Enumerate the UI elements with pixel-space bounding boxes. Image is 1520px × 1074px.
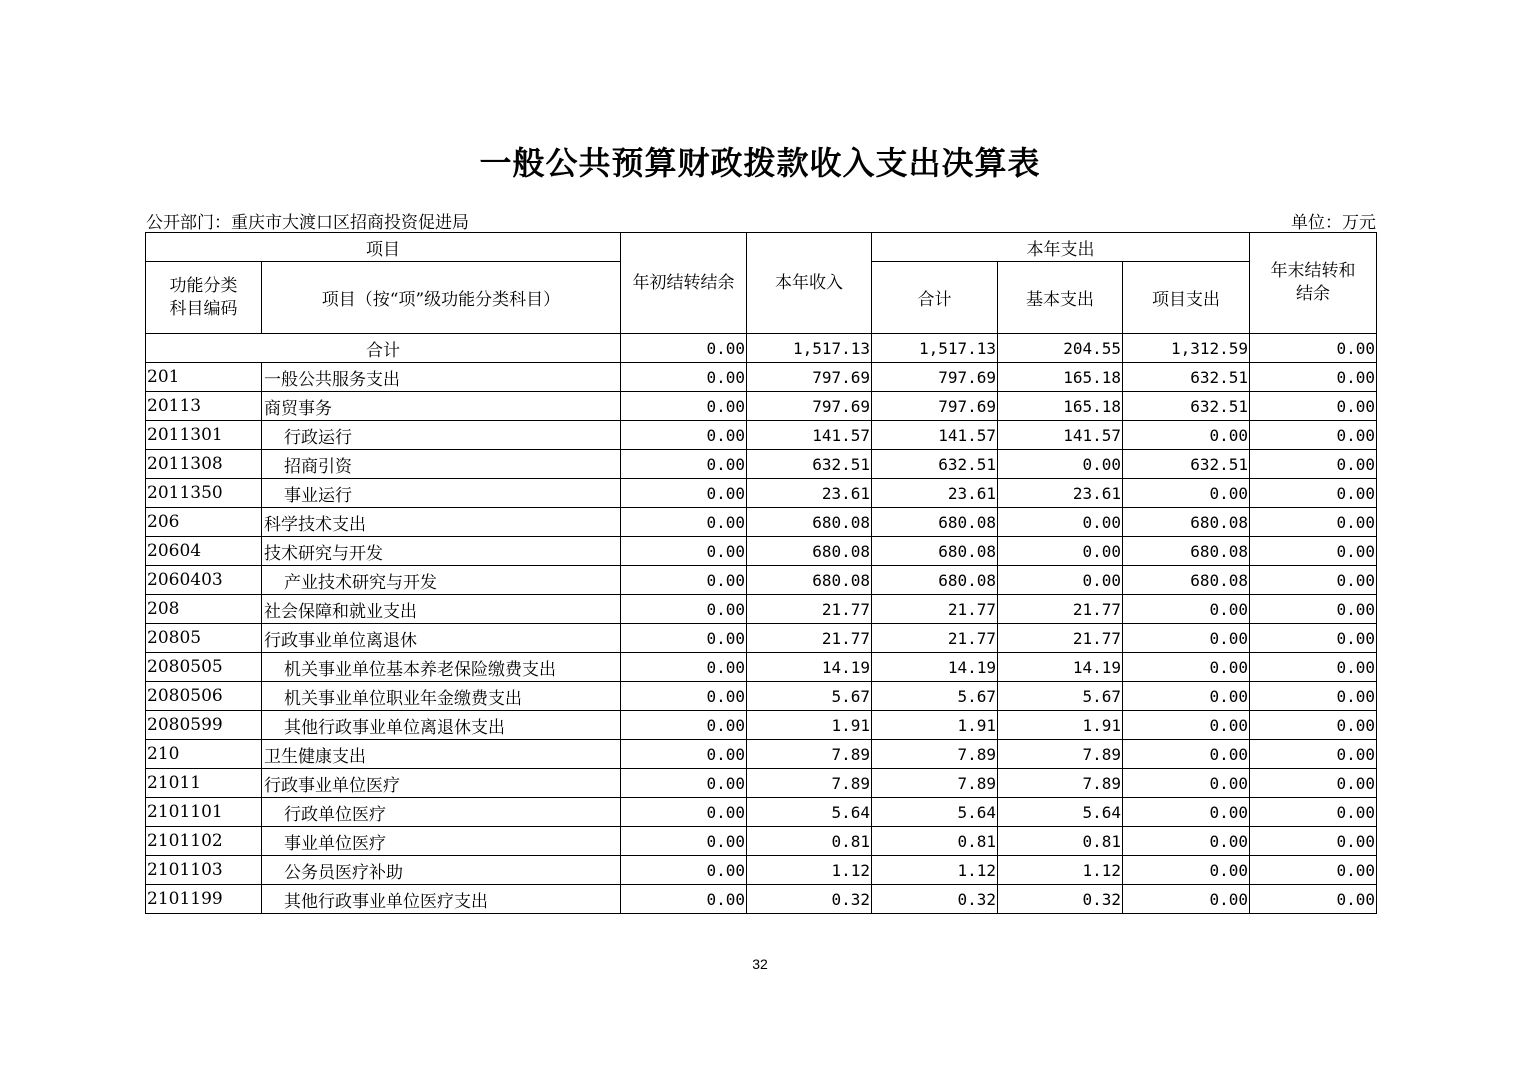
row-begin-balance: 0.00 — [621, 508, 747, 537]
row-expense-total: 7.89 — [872, 740, 998, 769]
row-code: 2080505 — [146, 653, 262, 682]
row-name: 其他行政事业单位医疗支出 — [262, 885, 621, 914]
row-basic: 1.91 — [998, 711, 1123, 740]
row-end-balance: 0.00 — [1250, 363, 1377, 392]
row-code: 20113 — [146, 392, 262, 421]
row-expense-total: 0.32 — [872, 885, 998, 914]
row-project-exp: 0.00 — [1123, 798, 1250, 827]
row-end-balance: 0.00 — [1250, 682, 1377, 711]
table-row — [146, 508, 1377, 537]
row-basic: 5.64 — [998, 798, 1123, 827]
row-end-balance: 0.00 — [1250, 421, 1377, 450]
row-expense-total: 680.08 — [872, 508, 998, 537]
header-row-1 — [146, 233, 1377, 262]
table-row — [146, 363, 1377, 392]
row-project-exp: 0.00 — [1123, 421, 1250, 450]
row-code: 20805 — [146, 624, 262, 653]
row-end-balance: 0.00 — [1250, 798, 1377, 827]
row-end-balance: 0.00 — [1250, 508, 1377, 537]
table-row — [146, 827, 1377, 856]
row-project-exp: 0.00 — [1123, 595, 1250, 624]
table-row — [146, 798, 1377, 827]
table-row — [146, 769, 1377, 798]
row-basic: 14.19 — [998, 653, 1123, 682]
row-name: 行政单位医疗 — [262, 798, 621, 827]
page-title: 一般公共预算财政拨款收入支出决算表 — [479, 144, 1041, 182]
row-expense-total: 5.64 — [872, 798, 998, 827]
row-income: 680.08 — [747, 508, 872, 537]
total-income: 1,517.13 — [747, 334, 872, 363]
row-project-exp: 0.00 — [1123, 711, 1250, 740]
row-expense-total: 680.08 — [872, 537, 998, 566]
row-name: 产业技术研究与开发 — [262, 566, 621, 595]
row-project-exp: 632.51 — [1123, 363, 1250, 392]
row-expense-total: 1.12 — [872, 856, 998, 885]
row-income: 7.89 — [747, 769, 872, 798]
header-income: 本年收入 — [747, 233, 872, 334]
row-basic: 7.89 — [998, 769, 1123, 798]
row-income: 21.77 — [747, 624, 872, 653]
total-expense: 1,517.13 — [872, 334, 998, 363]
row-code: 2011350 — [146, 479, 262, 508]
row-end-balance: 0.00 — [1250, 450, 1377, 479]
header-basic: 基本支出 — [998, 262, 1123, 334]
row-project-exp: 0.00 — [1123, 479, 1250, 508]
row-basic: 7.89 — [998, 740, 1123, 769]
row-income: 797.69 — [747, 363, 872, 392]
header-end-balance: 年末结转和结余 — [1250, 233, 1377, 334]
row-expense-total: 0.81 — [872, 827, 998, 856]
row-begin-balance: 0.00 — [621, 769, 747, 798]
total-row — [146, 334, 1377, 363]
row-basic: 0.32 — [998, 885, 1123, 914]
row-income: 0.32 — [747, 885, 872, 914]
row-basic: 21.77 — [998, 624, 1123, 653]
row-project-exp: 632.51 — [1123, 450, 1250, 479]
row-code: 2011308 — [146, 450, 262, 479]
table-row — [146, 624, 1377, 653]
row-basic: 141.57 — [998, 421, 1123, 450]
row-end-balance: 0.00 — [1250, 856, 1377, 885]
row-expense-total: 797.69 — [872, 363, 998, 392]
row-income: 632.51 — [747, 450, 872, 479]
table-row — [146, 537, 1377, 566]
row-end-balance: 0.00 — [1250, 653, 1377, 682]
table-row — [146, 392, 1377, 421]
row-basic: 21.77 — [998, 595, 1123, 624]
row-end-balance: 0.00 — [1250, 769, 1377, 798]
row-code: 21011 — [146, 769, 262, 798]
row-name: 社会保障和就业支出 — [262, 595, 621, 624]
total-begin-balance: 0.00 — [621, 334, 747, 363]
table-row — [146, 595, 1377, 624]
row-begin-balance: 0.00 — [621, 711, 747, 740]
row-code: 2101199 — [146, 885, 262, 914]
row-begin-balance: 0.00 — [621, 682, 747, 711]
row-income: 5.67 — [747, 682, 872, 711]
page-number: 32 — [752, 956, 768, 972]
row-income: 1.12 — [747, 856, 872, 885]
row-begin-balance: 0.00 — [621, 450, 747, 479]
row-begin-balance: 0.00 — [621, 566, 747, 595]
row-code: 208 — [146, 595, 262, 624]
budget-table — [145, 232, 1377, 914]
row-project-exp: 0.00 — [1123, 856, 1250, 885]
row-begin-balance: 0.00 — [621, 421, 747, 450]
table-row — [146, 885, 1377, 914]
table-row — [146, 711, 1377, 740]
table-body — [146, 334, 1377, 914]
row-income: 14.19 — [747, 653, 872, 682]
row-begin-balance: 0.00 — [621, 595, 747, 624]
table-row — [146, 450, 1377, 479]
row-basic: 165.18 — [998, 392, 1123, 421]
row-income: 797.69 — [747, 392, 872, 421]
row-project-exp: 680.08 — [1123, 537, 1250, 566]
row-name: 机关事业单位职业年金缴费支出 — [262, 682, 621, 711]
unit-label: 单位：万元 — [1291, 213, 1376, 233]
row-end-balance: 0.00 — [1250, 711, 1377, 740]
row-name: 公务员医疗补助 — [262, 856, 621, 885]
row-income: 1.91 — [747, 711, 872, 740]
row-expense-total: 680.08 — [872, 566, 998, 595]
row-code: 2060403 — [146, 566, 262, 595]
row-end-balance: 0.00 — [1250, 595, 1377, 624]
row-name: 行政事业单位离退休 — [262, 624, 621, 653]
row-project-exp: 0.00 — [1123, 653, 1250, 682]
row-begin-balance: 0.00 — [621, 798, 747, 827]
row-name: 机关事业单位基本养老保险缴费支出 — [262, 653, 621, 682]
row-name: 事业运行 — [262, 479, 621, 508]
row-basic: 0.00 — [998, 537, 1123, 566]
total-end-balance: 0.00 — [1250, 334, 1377, 363]
table-row — [146, 479, 1377, 508]
row-name: 行政事业单位医疗 — [262, 769, 621, 798]
table-row — [146, 421, 1377, 450]
row-basic: 0.81 — [998, 827, 1123, 856]
total-project-exp: 1,312.59 — [1123, 334, 1250, 363]
row-expense-total: 5.67 — [872, 682, 998, 711]
row-code: 2080506 — [146, 682, 262, 711]
row-begin-balance: 0.00 — [621, 827, 747, 856]
row-income: 23.61 — [747, 479, 872, 508]
row-expense-total: 632.51 — [872, 450, 998, 479]
row-code: 201 — [146, 363, 262, 392]
row-name: 其他行政事业单位离退休支出 — [262, 711, 621, 740]
row-code: 210 — [146, 740, 262, 769]
table-row — [146, 566, 1377, 595]
row-expense-total: 141.57 — [872, 421, 998, 450]
row-basic: 1.12 — [998, 856, 1123, 885]
row-begin-balance: 0.00 — [621, 856, 747, 885]
row-end-balance: 0.00 — [1250, 827, 1377, 856]
row-project-exp: 632.51 — [1123, 392, 1250, 421]
header-code: 功能分类科目编码 — [146, 262, 262, 334]
row-begin-balance: 0.00 — [621, 537, 747, 566]
row-end-balance: 0.00 — [1250, 479, 1377, 508]
row-name: 一般公共服务支出 — [262, 363, 621, 392]
row-name: 招商引资 — [262, 450, 621, 479]
table-row — [146, 740, 1377, 769]
row-end-balance: 0.00 — [1250, 740, 1377, 769]
total-label: 合计 — [146, 334, 621, 363]
row-basic: 0.00 — [998, 508, 1123, 537]
row-begin-balance: 0.00 — [621, 392, 747, 421]
row-basic: 5.67 — [998, 682, 1123, 711]
header-expense-group: 本年支出 — [872, 233, 1250, 262]
row-basic: 0.00 — [998, 450, 1123, 479]
table-row — [146, 653, 1377, 682]
row-code: 2101101 — [146, 798, 262, 827]
row-basic: 165.18 — [998, 363, 1123, 392]
row-expense-total: 7.89 — [872, 769, 998, 798]
row-project-exp: 0.00 — [1123, 682, 1250, 711]
total-basic: 204.55 — [998, 334, 1123, 363]
row-basic: 23.61 — [998, 479, 1123, 508]
header-total: 合计 — [872, 262, 998, 334]
row-project-exp: 680.08 — [1123, 508, 1250, 537]
row-begin-balance: 0.00 — [621, 885, 747, 914]
row-expense-total: 23.61 — [872, 479, 998, 508]
row-end-balance: 0.00 — [1250, 392, 1377, 421]
row-expense-total: 1.91 — [872, 711, 998, 740]
row-project-exp: 0.00 — [1123, 885, 1250, 914]
header-begin-balance: 年初结转结余 — [621, 233, 747, 334]
row-expense-total: 14.19 — [872, 653, 998, 682]
table-row — [146, 682, 1377, 711]
row-end-balance: 0.00 — [1250, 624, 1377, 653]
row-code: 2101103 — [146, 856, 262, 885]
row-name: 技术研究与开发 — [262, 537, 621, 566]
row-code: 206 — [146, 508, 262, 537]
table-row — [146, 856, 1377, 885]
department-label: 公开部门：重庆市大渡口区招商投资促进局 — [146, 213, 469, 233]
row-begin-balance: 0.00 — [621, 624, 747, 653]
row-income: 7.89 — [747, 740, 872, 769]
row-expense-total: 21.77 — [872, 624, 998, 653]
row-name: 卫生健康支出 — [262, 740, 621, 769]
header-project-exp: 项目支出 — [1123, 262, 1250, 334]
row-income: 21.77 — [747, 595, 872, 624]
header-item: 项目（按“项”级功能分类科目） — [262, 262, 621, 334]
row-end-balance: 0.00 — [1250, 566, 1377, 595]
row-project-exp: 0.00 — [1123, 769, 1250, 798]
row-begin-balance: 0.00 — [621, 653, 747, 682]
row-income: 680.08 — [747, 566, 872, 595]
row-income: 5.64 — [747, 798, 872, 827]
row-end-balance: 0.00 — [1250, 885, 1377, 914]
row-project-exp: 0.00 — [1123, 740, 1250, 769]
row-basic: 0.00 — [998, 566, 1123, 595]
row-begin-balance: 0.00 — [621, 740, 747, 769]
row-code: 20604 — [146, 537, 262, 566]
row-name: 事业单位医疗 — [262, 827, 621, 856]
row-project-exp: 680.08 — [1123, 566, 1250, 595]
row-end-balance: 0.00 — [1250, 537, 1377, 566]
row-expense-total: 21.77 — [872, 595, 998, 624]
row-code: 2080599 — [146, 711, 262, 740]
row-name: 科学技术支出 — [262, 508, 621, 537]
row-code: 2101102 — [146, 827, 262, 856]
row-name: 行政运行 — [262, 421, 621, 450]
row-income: 141.57 — [747, 421, 872, 450]
row-name: 商贸事务 — [262, 392, 621, 421]
row-project-exp: 0.00 — [1123, 624, 1250, 653]
header-project: 项目 — [146, 233, 621, 262]
row-income: 0.81 — [747, 827, 872, 856]
row-begin-balance: 0.00 — [621, 363, 747, 392]
row-expense-total: 797.69 — [872, 392, 998, 421]
row-income: 680.08 — [747, 537, 872, 566]
row-project-exp: 0.00 — [1123, 827, 1250, 856]
row-code: 2011301 — [146, 421, 262, 450]
row-begin-balance: 0.00 — [621, 479, 747, 508]
